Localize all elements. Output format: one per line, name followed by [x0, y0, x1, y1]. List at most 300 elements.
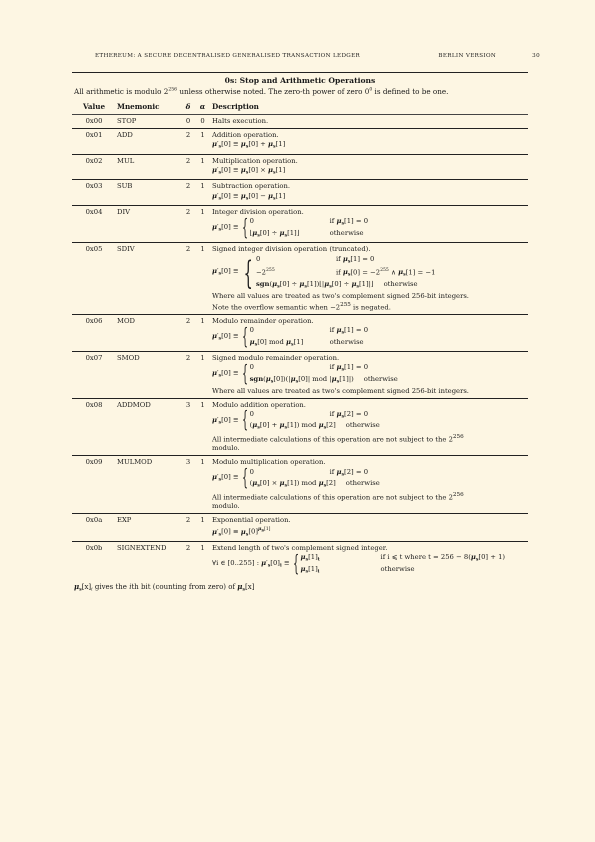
prime-mark: ′: [216, 191, 219, 200]
case-line: [250, 375, 398, 387]
mu-glyph: μ: [336, 363, 342, 372]
mu-s-symbol: [212, 332, 221, 340]
mu-glyph: μ: [336, 467, 342, 476]
opcode-value: 0x0a: [85, 516, 103, 525]
mu-glyph: μ: [212, 191, 217, 200]
opcode-alpha: 1: [200, 354, 205, 363]
mu-glyph: μ: [299, 279, 305, 288]
s-subscript: s: [304, 284, 307, 290]
formula-lhs: ∀i ∈ [0..255] : $\mu'_s[0]_i$ ≡: [212, 559, 290, 569]
description-text: Integer division operation.: [212, 208, 304, 217]
mu-glyph: μ: [268, 165, 273, 174]
case-value: 0: [249, 363, 254, 372]
mu-s-symbol: [286, 338, 294, 346]
formula-line: $\mu'_s[0] \equiv \mu_s[0] - \mu_s[1]$: [212, 191, 286, 202]
s-subscript: s: [329, 284, 332, 290]
note-line: Where all values are treated as two's complement signed 256-bit integers.: [212, 291, 469, 300]
cases: [256, 255, 435, 292]
mu-glyph: μ: [279, 228, 285, 237]
top-rule: [72, 72, 528, 73]
case-line: [301, 565, 506, 577]
case-line: [250, 363, 398, 375]
s-subscript: s: [305, 569, 309, 575]
mu-s-symbol: [241, 166, 249, 174]
case-line: [250, 410, 380, 422]
case-value: $sgn(\mu_s[0]$ ÷ $\mu_s[1])⌊|\mu_s[0]$ ÷ $\mu_s[1]|⌋$: [255, 279, 374, 290]
mu-s-symbol: [258, 527, 264, 532]
mu-glyph: μ: [470, 553, 476, 562]
table-row: [72, 114, 528, 128]
case-value: $(\mu_s[0] \times \mu_s[1])$ mod $\mu_s[2]$: [249, 479, 336, 489]
mu-glyph: μ: [336, 217, 342, 226]
cases: [250, 326, 368, 349]
mu-s-symbol: [319, 479, 327, 487]
s-subscript: s: [273, 196, 276, 202]
table-row: [72, 513, 528, 541]
opcode-mnemonic: SMOD: [117, 354, 140, 363]
mu-glyph: μ: [265, 375, 271, 383]
table-row: [72, 205, 528, 242]
opcode-alpha: 1: [200, 544, 205, 553]
table-row: [72, 398, 528, 456]
opcode-description: [209, 354, 528, 395]
mu-glyph: μ: [279, 421, 285, 430]
s-subscript: s: [245, 144, 249, 150]
left-brace: {: [292, 551, 299, 577]
note-line: Note the overflow semantic when $-2^{255}$ is negated.: [212, 301, 391, 311]
opcode-mnemonic: MUL: [117, 156, 135, 165]
case-condition: if i ⩽ t where $t = 256 - 8(\mu_s[0] + 1)$: [380, 553, 506, 563]
opcode-description: [209, 131, 528, 152]
section-intro: All arithmetic is modulo $2^{256}$ unless otherwise noted. The zero-th power of zero $0^0$ is defined to be one.: [74, 87, 449, 96]
mu-s-symbol: [299, 280, 307, 288]
s-subscript: s: [273, 144, 276, 150]
case-condition: if $\mu_s[2] = 0$: [329, 409, 369, 420]
note-line: modulo.: [212, 444, 240, 453]
col-alpha-header: α: [199, 102, 206, 111]
prime-mark: ′: [216, 415, 219, 424]
opcode-alpha: 1: [200, 458, 205, 467]
table-row: [72, 541, 528, 578]
opcode-mnemonic: SUB: [117, 182, 133, 191]
s-subscript: s: [341, 367, 345, 373]
mu-glyph: μ: [212, 140, 217, 149]
case-condition: otherwise: [383, 279, 418, 288]
s-subscript: s: [218, 144, 222, 150]
s-subscript: s: [336, 379, 340, 385]
col-delta-header: δ: [185, 102, 191, 111]
mu-s-symbol: [252, 229, 260, 237]
case-value: 0: [249, 409, 254, 418]
formula-lhs: $\mu'_s[0]$ ≡: [212, 527, 241, 538]
case-condition: otherwise: [329, 228, 364, 237]
opcode-description: [209, 516, 528, 539]
formula-lhs: $\mu'_s[0]$ ≡: [212, 140, 241, 150]
formula-lhs: $\mu'_s[0]$ ≡: [212, 165, 241, 176]
opcode-alpha: 1: [200, 131, 205, 140]
mu-glyph: μ: [324, 279, 330, 288]
mu-s-symbol: [212, 267, 221, 275]
mu-glyph: μ: [212, 415, 217, 424]
case-value: $\mu_s[0]$ mod $\mu_s[1]$: [249, 337, 304, 348]
case-line: [250, 421, 380, 433]
s-subscript: s: [257, 483, 260, 489]
mu-s-symbol: [332, 375, 340, 383]
mu-s-symbol: [261, 559, 270, 567]
mu-s-symbol: [266, 375, 274, 383]
s-subscript: s: [341, 330, 345, 336]
mu-glyph: μ: [279, 479, 285, 488]
mu-s-symbol: [343, 255, 351, 263]
s-subscript: s: [284, 425, 288, 431]
opcode-alpha: 1: [200, 516, 205, 525]
case-line: [250, 338, 368, 350]
case-line: [301, 553, 506, 565]
exponent: 256: [452, 491, 464, 498]
opcode-value: 0x04: [85, 208, 103, 217]
opcode-delta: 2: [185, 182, 191, 191]
case-line: [250, 468, 380, 480]
s-subscript: s: [305, 557, 309, 563]
mu-glyph: μ: [212, 473, 217, 482]
description-text: Modulo addition operation.: [212, 400, 306, 409]
s-subscript: s: [291, 342, 294, 348]
mu-s-symbol: [301, 553, 309, 561]
opcode-delta: 0: [185, 117, 191, 125]
opcode-description: [209, 245, 528, 312]
piecewise-formula: [212, 255, 528, 292]
mu-s-symbol: [212, 528, 221, 536]
mu-s-symbol: [319, 421, 327, 429]
piecewise-formula: [212, 326, 528, 349]
table-row: [72, 154, 528, 180]
opcode-mnemonic: SIGNEXTEND: [117, 544, 167, 553]
mu-glyph: μ: [300, 564, 306, 573]
left-brace: {: [241, 466, 248, 492]
page-number: 30: [532, 53, 540, 59]
formula-line: $\mu'_s[0] \equiv \mu_s[0]^{\mu s[1]}$: [212, 527, 271, 538]
mu-s-symbol: [212, 192, 221, 200]
s-subscript: s: [218, 271, 222, 277]
formula-lhs: $\mu'_s[0]$ ≡: [212, 369, 239, 379]
formula-lhs: $\mu'_s[0]$ ≡: [212, 331, 239, 342]
s-subscript: s: [218, 170, 222, 176]
mu-glyph: μ: [240, 191, 246, 200]
case-line: [250, 326, 368, 338]
opcode-description: [209, 458, 528, 511]
cases: [301, 553, 506, 576]
mu-glyph: μ: [351, 279, 357, 288]
mu-s-symbol: [336, 410, 344, 418]
s-subscript: s: [245, 196, 249, 202]
mu-s-symbol: [241, 528, 249, 536]
opcode-delta: 2: [185, 544, 191, 553]
prime-mark: ′: [266, 559, 268, 567]
cond-part: ∧ $\mu_s[1] = -1$: [388, 268, 436, 278]
mu-s-symbol: [336, 217, 344, 225]
mu-glyph: μ: [212, 165, 217, 174]
case-condition: otherwise: [345, 479, 380, 488]
mu-glyph: μ: [261, 559, 267, 567]
mu-glyph: μ: [268, 191, 273, 200]
table-row: [72, 314, 528, 351]
mu-glyph: μ: [212, 331, 217, 340]
s-subscript: s: [323, 425, 327, 431]
opcode-description: [209, 544, 528, 576]
prime-mark: ′: [216, 369, 219, 378]
note-line: Where all values are treated as two's complement signed 256-bit integers.: [212, 386, 469, 395]
opcode-alpha: 1: [200, 400, 205, 409]
s-subscript: s: [270, 379, 274, 385]
s-subscript: s: [284, 233, 288, 239]
mu-glyph: μ: [240, 165, 246, 174]
opcode-mnemonic: DIV: [117, 208, 131, 217]
case-condition: if $\mu_s[2] = 0$: [329, 467, 369, 478]
cases: [250, 410, 380, 433]
mu-s-symbol: [272, 280, 280, 288]
s-subscript: s: [323, 483, 327, 489]
description-text: Multiplication operation.: [212, 156, 298, 165]
s-subscript: s: [245, 532, 249, 538]
case-value: 0: [249, 467, 254, 476]
s-subscript: s: [356, 284, 360, 290]
s-subscript: s: [254, 342, 258, 348]
description-text: Modulo remainder operation.: [212, 317, 314, 326]
mu-glyph: μ: [212, 369, 217, 378]
opcode-delta: 3: [185, 400, 191, 409]
mu-s-symbol: [212, 473, 221, 481]
s-subscript: s: [267, 563, 271, 569]
mu-glyph: μ: [252, 421, 258, 430]
prime-mark: ′: [216, 267, 219, 276]
header-title: ETHEREUM: A SECURE DECENTRALISED GENERALISED TRANSACTION LEDGER: [95, 53, 361, 59]
s-subscript: s: [277, 284, 280, 290]
mu-s-symbol: [343, 268, 351, 276]
description-text: Signed integer division operation (truncated).: [212, 245, 371, 254]
left-brace: {: [241, 324, 248, 350]
opcode-value: 0x09: [85, 458, 103, 467]
opcode-delta: 2: [185, 354, 191, 363]
note-line: All intermediate calculations of this operation are not subject to the $2^{256}$: [212, 491, 464, 501]
mu-s-symbol: [241, 140, 249, 148]
col-mnemonic-header: Mnemonic: [117, 102, 160, 111]
s-subscript: s: [218, 532, 222, 538]
mu-glyph: μ: [342, 268, 348, 277]
opcode-description: [209, 208, 528, 240]
mu-s-symbol: [471, 553, 479, 561]
mu-s-symbol: [212, 223, 221, 231]
case-condition: otherwise: [380, 564, 415, 573]
case-condition: if $\mu_s[1] = 0$: [329, 363, 369, 373]
mu-s-symbol: [280, 479, 288, 487]
case-condition: otherwise: [363, 375, 398, 383]
mu-s-symbol: [291, 375, 299, 383]
opcode-mnemonic: STOP: [117, 117, 137, 125]
opcode-value: 0x03: [85, 182, 103, 191]
mu-s-symbol: [241, 192, 249, 200]
case-condition: if $\mu_s[1] = 0$: [329, 217, 369, 227]
case-value: 0: [255, 254, 261, 263]
mu-glyph: μ: [398, 268, 404, 277]
formula-lhs: $\mu'_s[0]$ ≡: [212, 191, 241, 202]
description-text: Exponential operation.: [212, 516, 291, 525]
s-subscript: s: [245, 170, 249, 176]
left-brace: {: [241, 215, 248, 241]
mu-s-symbol: [280, 229, 288, 237]
s-subscript: s: [273, 170, 276, 176]
mu-glyph: μ: [240, 140, 246, 149]
table-row: [72, 455, 528, 513]
prime-mark: ′: [216, 223, 219, 232]
i-subscript: i: [279, 563, 282, 569]
mu-s-symbol: [212, 166, 221, 174]
case-line: [256, 280, 435, 292]
opcode-alpha: 1: [200, 156, 205, 165]
piecewise-formula: [212, 217, 528, 240]
case-value: $\mu_s[1]_t$: [300, 553, 320, 563]
opcode-value: 0x02: [85, 156, 103, 165]
mu-glyph: μ: [286, 337, 292, 346]
mu-glyph: μ: [336, 326, 342, 335]
mu-glyph: μ: [212, 527, 217, 536]
prime-mark: ′: [216, 165, 219, 174]
mu-s-symbol: [268, 192, 276, 200]
exponent: 255: [266, 268, 275, 274]
mu-s-symbol: [212, 369, 221, 377]
s-subscript: s: [218, 196, 222, 202]
opcode-value: 0x0b: [85, 544, 103, 553]
opcode-value: 0x05: [85, 245, 103, 254]
mu-s-symbol: [324, 280, 332, 288]
piecewise-formula: [212, 553, 528, 576]
opcode-description: [209, 117, 528, 126]
description-text: Halts execution.: [212, 117, 269, 125]
opcode-mnemonic: SDIV: [117, 245, 135, 254]
mu-s-symbol: [212, 140, 221, 148]
opcode-delta: 3: [185, 458, 191, 467]
prime-mark: ′: [216, 140, 219, 149]
header-version: BERLIN VERSION: [438, 53, 497, 59]
cond-part: if $\mu_s[0] = -2$: [335, 268, 381, 278]
opcode-description: [209, 182, 528, 203]
mu-s-symbol: [336, 468, 344, 476]
mu-glyph: μ: [212, 223, 217, 232]
case-value: 0: [249, 326, 254, 335]
case-condition: if $\mu_s[1] = 0$: [335, 254, 375, 265]
mu-glyph: μ: [240, 527, 246, 536]
case-value: $sgn(\mu_s[0])(|\mu_s[0]|$ mod $|\mu_s[1]|$): [249, 375, 354, 385]
opcode-alpha: 1: [200, 182, 205, 191]
formula-line: $\mu'_s[0] \equiv \mu_s[0] \times \mu_s[1]$: [212, 165, 286, 176]
formula-lhs: $\mu'_s[0]$ ≡: [212, 415, 239, 426]
case-value: $\mu_s[1]_i$: [300, 564, 320, 575]
mu-glyph: μ: [318, 479, 324, 488]
case-value: $-2^{255}$: [255, 268, 275, 277]
mu-s-symbol: [268, 166, 276, 174]
opcode-delta: 2: [185, 156, 191, 165]
mu-glyph: μ: [249, 337, 255, 346]
opcode-delta: 2: [185, 208, 191, 217]
opcode-value: 0x00: [85, 117, 103, 125]
prime-mark: ′: [216, 473, 219, 482]
sgn-label: sgn: [249, 375, 264, 383]
exponent: 255: [340, 301, 351, 308]
exponent: 256: [452, 433, 464, 440]
mu-s-symbol: [280, 421, 288, 429]
case-condition: otherwise: [345, 421, 380, 430]
table-body: [72, 114, 528, 578]
opcode-value: 0x06: [85, 317, 103, 326]
opcode-alpha: 1: [200, 317, 205, 326]
s-subscript: s: [347, 259, 351, 265]
sgn-label: sgn: [255, 279, 270, 288]
opcode-description: [209, 157, 528, 178]
exponent: μs[1]: [258, 527, 271, 534]
mu-s-symbol: [252, 421, 260, 429]
piecewise-formula: [212, 363, 528, 386]
col-value-header: Value: [82, 102, 106, 111]
mu-glyph: μ: [331, 375, 337, 383]
opcode-alpha: 0: [200, 117, 205, 125]
note-line: modulo.: [212, 502, 240, 511]
s-subscript: s: [403, 272, 406, 278]
table-header: [72, 100, 528, 114]
s-subscript: s: [341, 221, 345, 227]
case-condition: [326, 266, 435, 280]
col-description-header: Description: [212, 102, 259, 111]
s-subscript: s: [257, 233, 260, 239]
mu-glyph: μ: [336, 409, 342, 418]
opcode-mnemonic: ADD: [117, 131, 133, 140]
table-row: [72, 242, 528, 314]
mu-glyph: μ: [212, 267, 217, 276]
case-line: [250, 479, 380, 491]
opcode-description: [209, 401, 528, 454]
mu-s-symbol: [398, 268, 406, 276]
opcode-delta: 2: [185, 516, 191, 525]
opcode-table: [72, 72, 528, 593]
i-subscript: i: [317, 569, 320, 575]
opcode-value: 0x01: [85, 131, 103, 140]
mu-glyph: μ: [252, 479, 258, 488]
mu-glyph: μ: [342, 254, 348, 263]
opcode-mnemonic: EXP: [117, 516, 132, 525]
mu-s-symbol: [336, 363, 344, 371]
case-condition: otherwise: [329, 337, 364, 346]
footnote: $\mu_s[x]_i$ gives the ith bit (counting from zero) of $\mu_s[x]$: [74, 582, 255, 593]
formula-line: $\mu'_s[0] \equiv \mu_s[0] + \mu_s[1]$: [212, 140, 286, 150]
s-subscript: s: [295, 379, 299, 385]
opcode-delta: 2: [185, 245, 191, 254]
mu-s-symbol: [268, 140, 276, 148]
opcode-mnemonic: MULMOD: [117, 458, 153, 467]
s-subscript: s: [347, 272, 351, 278]
mu-glyph: μ: [268, 140, 273, 149]
case-line: [250, 217, 368, 229]
mu-s-symbol: [250, 338, 258, 346]
s-subscript: s: [284, 483, 288, 489]
t-subscript: t: [317, 557, 320, 563]
s-subscript: s: [257, 425, 260, 431]
case-value: $⌊\mu_s[0]$ ÷ $\mu_s[1]⌋$: [249, 228, 300, 239]
s-subscript: s: [341, 414, 345, 420]
mu-glyph: μ: [272, 279, 278, 288]
left-brace: {: [243, 254, 253, 293]
formula-lhs: $\mu'_s[0]$ ≡: [212, 267, 239, 277]
opcode-mnemonic: ADDMOD: [117, 400, 151, 409]
mu-s-symbol: [252, 479, 260, 487]
s-subscript: s: [218, 477, 222, 483]
